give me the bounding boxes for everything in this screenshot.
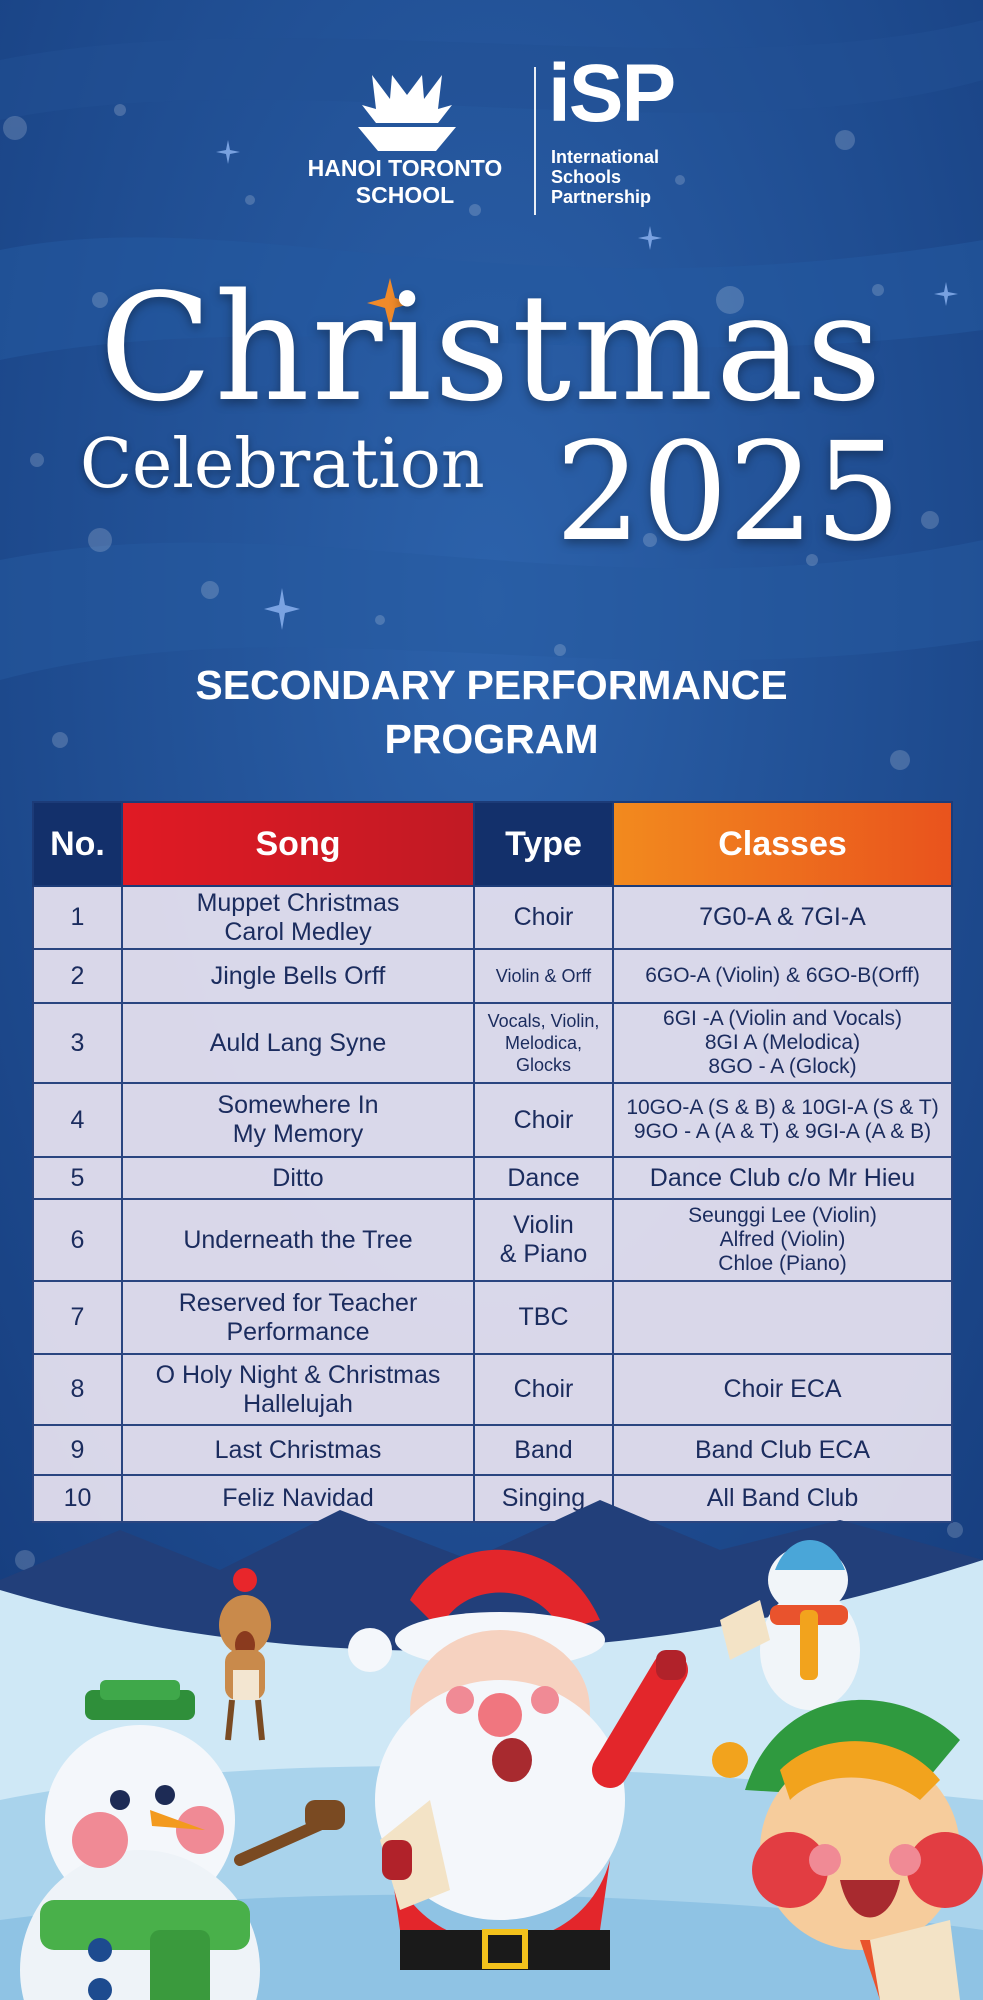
table-row — [33, 886, 952, 949]
header-type: Type — [474, 802, 613, 886]
title-celebration: Celebration — [80, 425, 485, 504]
table-row — [33, 1425, 952, 1475]
cell-no: 6 — [33, 1199, 122, 1281]
cell-no: 3 — [33, 1003, 122, 1083]
cell-song: Reserved for Teacher Performance — [122, 1281, 474, 1354]
table-row — [33, 1157, 952, 1199]
snow-scene — [0, 1500, 983, 2000]
cell-classes: 7G0-A & 7GI-A — [613, 886, 952, 949]
cell-song: Jingle Bells Orff — [122, 949, 474, 1003]
cell-type: Singing — [474, 1475, 613, 1522]
cell-classes — [613, 1281, 952, 1354]
logo-header — [0, 48, 983, 215]
cell-classes: Band Club ECA — [613, 1425, 952, 1475]
table-row — [33, 1083, 952, 1157]
hanoi-toronto-emblem-icon — [352, 65, 462, 153]
cell-type: Dance — [474, 1157, 613, 1199]
cell-song: Last Christmas — [122, 1425, 474, 1475]
cell-song: Muppet Christmas Carol Medley — [122, 886, 474, 949]
header-no: No. — [33, 802, 122, 886]
cell-song: O Holy Night & Christmas Hallelujah — [122, 1354, 474, 1425]
table-header-row — [33, 802, 952, 886]
cell-no: 1 — [33, 886, 122, 949]
table-row — [33, 949, 952, 1003]
cell-no: 5 — [33, 1157, 122, 1199]
cell-classes: 6GO-A (Violin) & 6GO-B(Orff) — [613, 949, 952, 1003]
title-christmas: Christmas — [99, 262, 884, 434]
cell-no: 4 — [33, 1083, 122, 1157]
cell-classes: All Band Club — [613, 1475, 952, 1522]
cell-type: Choir — [474, 1354, 613, 1425]
cell-type: Band — [474, 1425, 613, 1475]
title-year: 2025 — [555, 414, 902, 572]
cell-no: 10 — [33, 1475, 122, 1522]
cell-no: 9 — [33, 1425, 122, 1475]
cell-classes: Seunggi Lee (Violin) Alfred (Violin) Chloe (Piano) — [613, 1199, 952, 1281]
program-heading: SECONDARY PERFORMANCE PROGRAM — [195, 662, 788, 762]
cell-classes: 6GI -A (Violin and Vocals) 8GI A (Melodica) 8GO - A (Glock) — [613, 1003, 952, 1083]
cell-song: Ditto — [122, 1157, 474, 1199]
table-row — [33, 1354, 952, 1425]
cell-classes: 10GO-A (S & B) & 10GI-A (S & T) 9GO - A (A & T) & 9GI-A (A & B) — [613, 1083, 952, 1157]
cell-type: Vocals, Violin, Melodica, Glocks — [474, 1003, 613, 1083]
table-row — [33, 1003, 952, 1083]
table-row — [33, 1281, 952, 1354]
isp-name: International Schools Partnership — [551, 147, 660, 207]
cell-song: Feliz Navidad — [122, 1475, 474, 1522]
logo-divider — [534, 67, 536, 215]
cell-classes: Dance Club c/o Mr Hieu — [613, 1157, 952, 1199]
cell-song: Auld Lang Syne — [122, 1003, 474, 1083]
cell-no: 2 — [33, 949, 122, 1003]
header-song: Song — [122, 802, 474, 886]
cell-type: Violin & Orff — [474, 949, 613, 1003]
cell-classes: Choir ECA — [613, 1354, 952, 1425]
cell-type: Choir — [474, 1083, 613, 1157]
table-row — [33, 1199, 952, 1281]
cell-no: 7 — [33, 1281, 122, 1354]
cell-song: Somewhere In My Memory — [122, 1083, 474, 1157]
cell-no: 8 — [33, 1354, 122, 1425]
school-name: HANOI TORONTO SCHOOL — [307, 155, 503, 208]
cell-type: Violin & Piano — [474, 1199, 613, 1281]
isp-logo: iSP — [548, 48, 675, 139]
cell-type: Choir — [474, 886, 613, 949]
header-classes: Classes — [613, 802, 952, 886]
program-table — [32, 801, 953, 1523]
cell-song: Underneath the Tree — [122, 1199, 474, 1281]
cell-type: TBC — [474, 1281, 613, 1354]
